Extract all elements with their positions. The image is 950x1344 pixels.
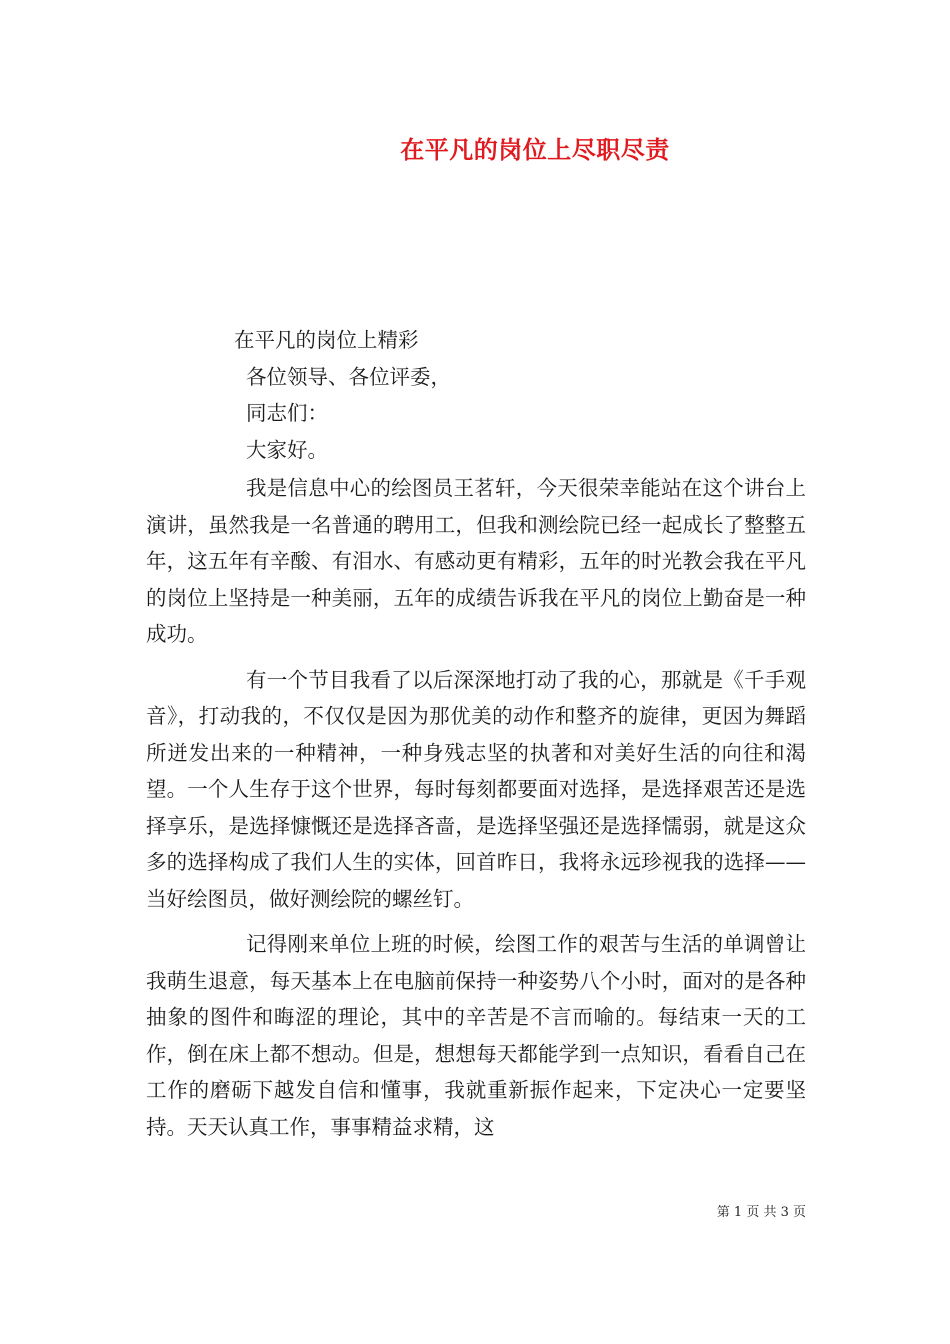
greeting-line: 同志们：	[246, 401, 328, 425]
speech-subtitle: 在平凡的岗位上精彩	[234, 328, 419, 352]
body-paragraph: 记得刚来单位上班的时候，绘图工作的艰苦与生活的单调曾让我萌生退意，每天基本上在电脑前保持一种姿势八个小时，面对的是各种抽象的图件和晦涩的理论，其中的辛苦是不言而喻的。每结束一天的工作，倒在床上都不想动。但是，想想每天都能学到一点知识，看看自己在工作的磨砺下越发自信和懂事，我就重新振作起来，下定决心一定要坚持。天天认真工作，事事精益求精，这	[146, 932, 806, 1139]
document-title: 在平凡的岗位上尽职尽责	[400, 135, 670, 164]
page-number-footer: 第 1 页 共 3 页	[716, 1205, 806, 1220]
document-body	[146, 322, 806, 1154]
greeting-line: 大家好。	[246, 437, 328, 462]
body-paragraph: 我是信息中心的绘图员王茗轩，今天很荣幸能站在这个讲台上演讲，虽然我是一名普通的聘用工，但我和测绘院已经一起成长了整整五年，这五年有辛酸、有泪水、有感动更有精彩，五年的时光教会我在平凡的岗位上坚持是一种美丽，五年的成绩告诉我在平凡的岗位上勤奋是一种成功。	[146, 476, 806, 646]
greeting-line: 各位领导、各位评委，	[246, 364, 451, 389]
body-paragraph: 有一个节目我看了以后深深地打动了我的心，那就是《千手观音》，打动我的，不仅仅是因为那优美的动作和整齐的旋律，更因为舞蹈所迸发出来的一种精神，一种身残志坚的执著和对美好生活的向往和渴望。一个人生存于这个世界，每时每刻都要面对选择，是选择艰苦还是选择享乐，是选择慷慨还是选择吝啬，是选择坚强还是选择懦弱，就是这众多的选择构成了我们人生的实体，回首昨日，我将永远珍视我的选择——当好绘图员，做好测绘院的螺丝钉。	[146, 667, 806, 911]
